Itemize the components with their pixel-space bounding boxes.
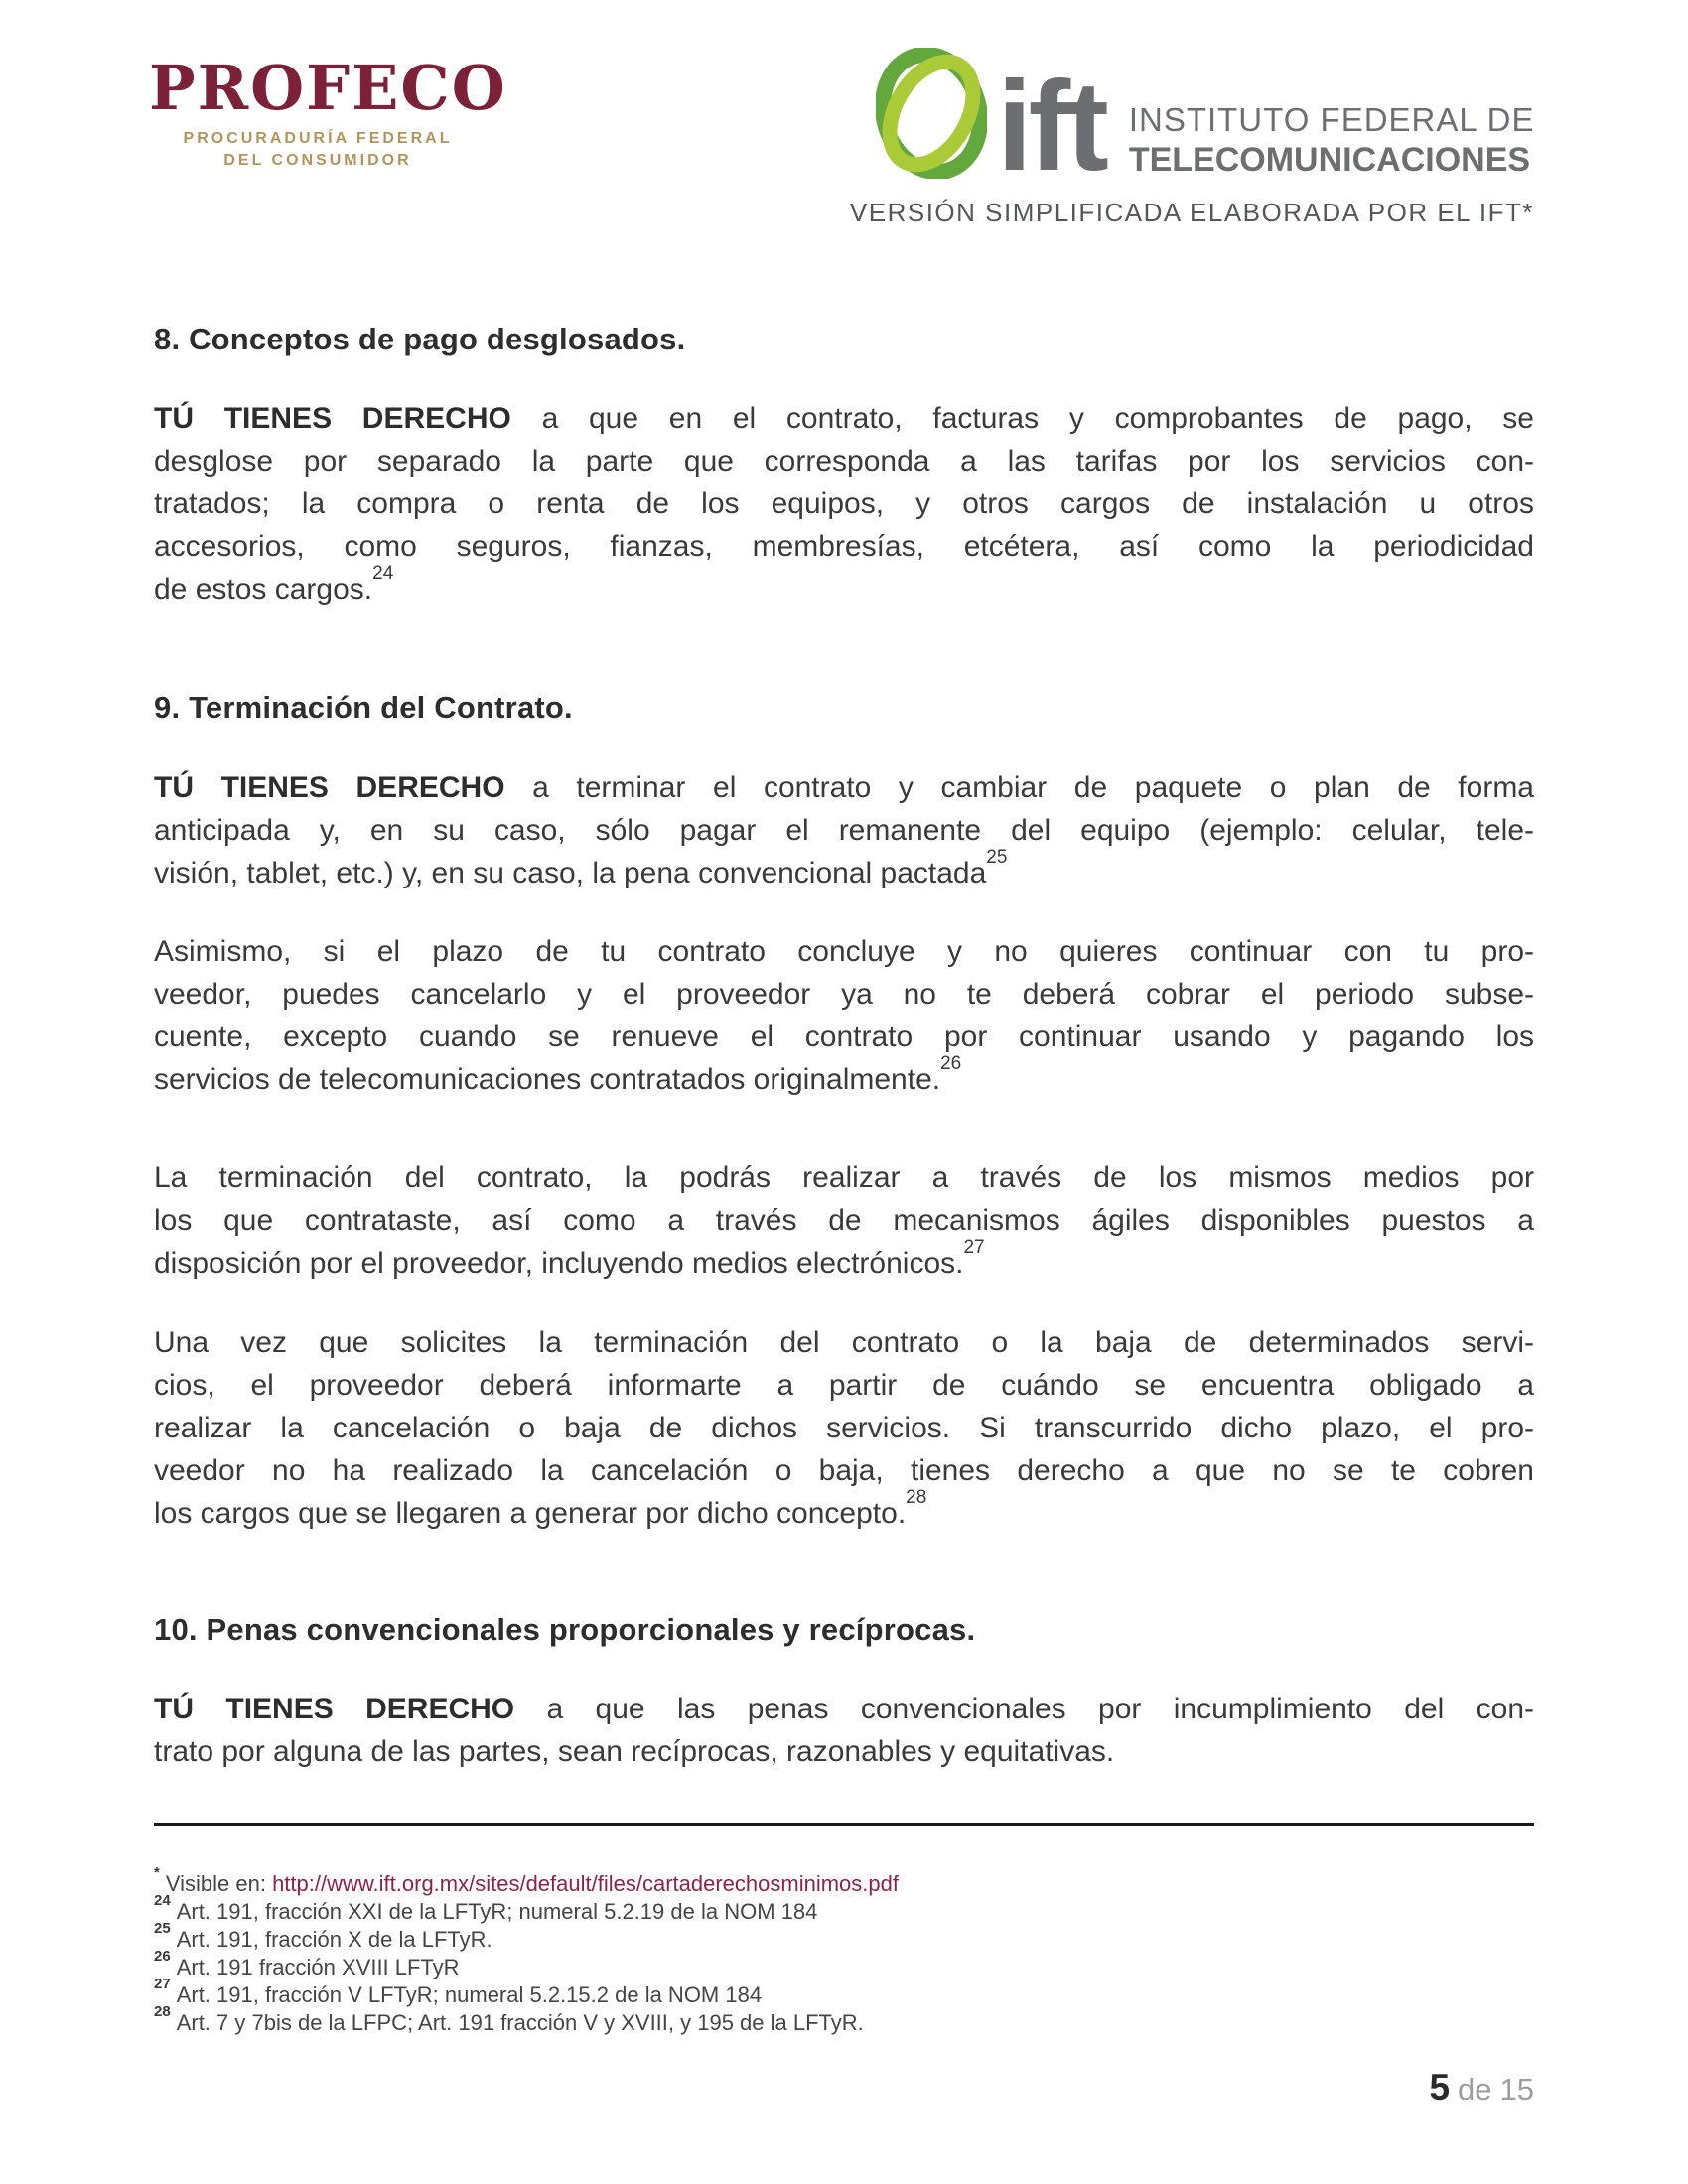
footnote-marker: 28 [154, 2002, 171, 2020]
text-line: desglose por separado la parte que corresponda a las tarifas por los servicios con- [154, 445, 1534, 478]
footnote-ref-24: 24 [372, 563, 394, 585]
page-separator: de [1458, 2072, 1492, 2107]
page-total: 15 [1499, 2072, 1534, 2107]
ift-wordmark: ift [997, 56, 1105, 198]
text-line: TÚ TIENES DERECHO a terminar el contrato y cambiar de paquete o plan de forma [154, 771, 1534, 804]
footnote-ref-27: 27 [963, 1237, 985, 1259]
paragraph-10-1 [154, 1688, 1534, 1773]
footnote-marker: 27 [154, 1975, 171, 1992]
text-line: realizar la cancelación o baja de dichos servicios. Si transcurrido dicho plazo, el pro- [154, 1412, 1534, 1444]
text-line: accesorios, como seguros, fianzas, membresías, etcétera, así como la periodicidad [154, 530, 1534, 563]
text-line: visión, tablet, etc.) y, en su caso, la pena convencional pactada$^{25}$ [154, 847, 1008, 889]
profeco-wordmark: PROFECO [149, 52, 507, 124]
profeco-subtitle-line2: DEL CONSUMIDOR [223, 152, 412, 169]
text-line: TÚ TIENES DERECHO a que en el contrato, facturas y comprobantes de pago, se [154, 402, 1534, 435]
footnote-ref-25: 25 [986, 847, 1008, 869]
paragraph-9-4 [154, 1321, 1534, 1535]
footnote-ref-28: 28 [906, 1487, 927, 1509]
section-heading-8: 8. Conceptos de pago desglosados. [154, 322, 686, 356]
footnote-marker: * [154, 1863, 160, 1881]
text-line: disposición por el proveedor, incluyendo medios electrónicos.$^{27}$ [154, 1237, 985, 1280]
section-heading-10: 10. Penas convencionales proporcionales y recíprocas. [154, 1612, 976, 1647]
footnote-link[interactable]: http://www.ift.org.mx/sites/default/files/cartaderechosminimos.pdf [272, 1871, 899, 1896]
ift-name-line1: INSTITUTO FEDERAL DE [1128, 101, 1535, 138]
footnote-28: $^{28}$ Art. 7 y 7bis de la LFPC; Art. 191 fracción V y XVIII, y 195 de la LFTyR. [154, 2002, 864, 2035]
profeco-subtitle-line1: PROCURADURÍA FEDERAL [183, 130, 453, 147]
footnote-marker: 26 [154, 1947, 171, 1965]
text-line: los que contrataste, así como a través de mecanismos ágiles disponibles puestos a [154, 1204, 1534, 1237]
text-line: Una vez que solicites la terminación del contrato o la baja de determinados servi- [154, 1326, 1534, 1359]
text-line: de estos cargos.$^{24}$ [154, 563, 394, 606]
footnote-marker: 25 [154, 1919, 171, 1937]
version-note: VERSIÓN SIMPLIFICADA ELABORADA POR EL IFT* [849, 198, 1534, 227]
footnote-marker: 24 [154, 1891, 171, 1909]
ift-institution-name [1129, 100, 1535, 191]
footnotes [154, 1863, 1534, 2037]
footnote-ref-26: 26 [940, 1053, 962, 1075]
text-line: trato por alguna de las partes, sean recíprocas, razonables y equitativas. [154, 1735, 1115, 1768]
footnote-star: * Visible en: http://www.ift.org.mx/sites/default/files/cartaderechosminimos.pdf [154, 1863, 899, 1896]
bold-lead-in: TÚ TIENES DERECHO [154, 1693, 547, 1725]
text-line: anticipada y, en su caso, sólo pagar el remanente del equipo (ejemplo: celular, tele- [154, 814, 1534, 847]
section-heading-9: 9. Terminación del Contrato. [154, 690, 573, 725]
footnote-25: $^{25}$ Art. 191, fracción X de la LFTyR. [154, 1919, 492, 1952]
footnote-24: $^{24}$ Art. 191, fracción XXI de la LFTyR; numeral 5.2.19 de la NOM 184 [154, 1891, 818, 1924]
footnote-27: $^{27}$ Art. 191, fracción V LFTyR; numeral 5.2.15.2 de la NOM 184 [154, 1975, 763, 2007]
text-line: Asimismo, si el plazo de tu contrato concluye y no quieres continuar con tu pro- [154, 935, 1534, 968]
text-line: TÚ TIENES DERECHO a que las penas convencionales por incumplimiento del con- [154, 1693, 1534, 1725]
ift-logo [876, 48, 1535, 198]
text-line: los cargos que se llegaren a generar por dicho concepto.$^{28}$ [154, 1487, 927, 1530]
paragraph-9-2 [154, 930, 1534, 1101]
bold-lead-in: TÚ TIENES DERECHO [154, 771, 533, 804]
text-line: veedor, puedes cancelarlo y el proveedor ya no te deberá cobrar el periodo subse- [154, 978, 1534, 1011]
text-line: cuente, excepto cuando se renueve el contrato por continuar usando y pagando los [154, 1021, 1534, 1053]
footnote-divider [154, 1823, 1534, 1826]
footnote-26: $^{26}$ Art. 191 fracción XVIII LFTyR [154, 1947, 460, 1979]
text-line: tratados; la compra o renta de los equipos, y otros cargos de instalación u otros [154, 487, 1534, 520]
text-line: cios, el proveedor deberá informarte a partir de cuándo se encuentra obligado a [154, 1369, 1534, 1402]
paragraph-9-1 [154, 766, 1534, 894]
text-line: servicios de telecomunicaciones contratados originalmente.$^{26}$ [154, 1053, 962, 1096]
page-number [154, 2067, 1534, 2109]
profeco-logo [149, 52, 507, 172]
paragraph-8-1 [154, 397, 1534, 611]
ift-name-line2: TELECOMUNICACIONES [1128, 141, 1531, 179]
bold-lead-in: TÚ TIENES DERECHO [154, 402, 542, 435]
text-line: La terminación del contrato, la podrás realizar a través de los mismos medios por [154, 1161, 1534, 1194]
paragraph-9-3 [154, 1157, 1534, 1285]
ift-globe-icon [876, 48, 987, 179]
text-line: veedor no ha realizado la cancelación o baja, tienes derecho a que no se te cobren [154, 1454, 1534, 1487]
page-current: 5 [1429, 2067, 1451, 2108]
